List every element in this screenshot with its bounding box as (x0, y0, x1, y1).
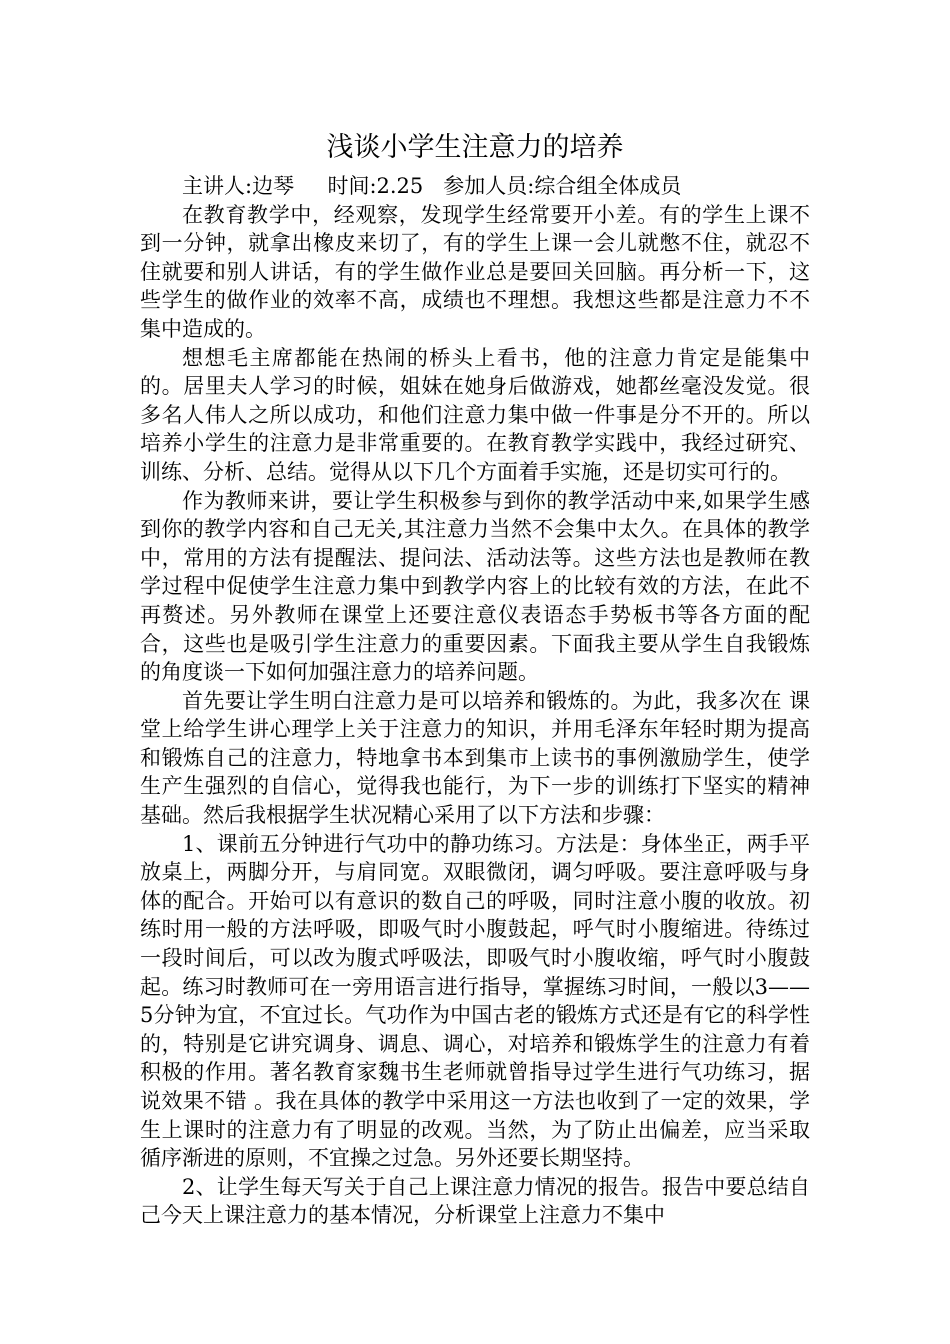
document-title: 浅谈小学生注意力的培养 (326, 132, 624, 163)
document-page (140, 130, 810, 1230)
paragraph-methods-intro: 首先要让学生明白注意力是可以培养和锻炼的。为此，我多次在 课堂上给学生讲心理学上关于注意力的知识，并用毛泽东年轻时期为提高和锻炼自己的注意力，特地拿书本到集市上读书的事例激励学生，使学生产生强烈的自信心，觉得我也能行，为下一步的训练打下坚实的精神基础。然后我根据学生状况精心采用了以下方法和步骤： (140, 688, 810, 828)
paragraph-intro: 在教育教学中，经观察，发现学生经常要开小差。有的学生上课不到一分钟，就拿出橡皮来切了，有的学生上课一会儿就憋不住，就忍不住就要和别人讲话，有的学生做作业总是要回关回脑。再分析一下，这些学生的做作业的效率不高，成绩也不理想。我想这些都是注意力不不集中造成的。 (140, 202, 810, 341)
paragraph-examples: 想想毛主席都能在热闹的桥头上看书，他的注意力肯定是能集中的。居里夫人学习的时候，姐妹在她身后做游戏，她都丝毫没发觉。很多名人伟人之所以成功，和他们注意力集中做一件事是分不开的。所以培养小学生的注意力是非常重要的。在教育教学实践中，我经过研究、训练、分析、总结。觉得从以下几个方面着手实施，还是切实可行的。 (140, 345, 810, 484)
paragraph-method-1: 1、课前五分钟进行气功中的静功练习。方法是：身体坐正，两手平放桌上，两脚分开，与肩同宽。双眼微闭，调匀呼吸。要注意呼吸与身体的配合。开始可以有意识的数自己的呼吸，同时注意小腹的收放。初练时用一般的方法呼吸，即吸气时小腹鼓起，呼气时小腹缩进。待练过一段时间后，可以改为腹式呼吸法，即吸气时小腹收缩，呼气时小腹鼓起。练习时教师可在一旁用语言进行指导，掌握练习时间，一般以3——5分钟为宜，不宜过长。气功作为中国古老的锻炼方式还是有它的科学性的，特别是它讲究调身、调息、调心，对培养和锻炼学生的注意力有着积极的作用。著名教育家魏书生老师就曾指导过学生进行气功练习，据说效果不错 。我在具体的教学中采用这一方法也收到了一定的效果，学生上课时的注意力有了明显的改观。当然，为了防止出偏差，应当采取循序渐进的原则，不宜操之过急。另外还要长期坚持。 (140, 831, 810, 1171)
paragraph-method-2: 2、让学生每天写关于自己上课注意力情况的报告。报告中要总结自己今天上课注意力的基本情况，分析课堂上注意力不集中 (140, 1174, 810, 1228)
meeting-info-line: 主讲人:边琴 时间:2.25 参加人员:综合组全体成员 (182, 174, 682, 198)
paragraph-teacher-role: 作为教师来讲，要让学生积极参与到你的教学活动中来,如果学生感到你的教学内容和自己无关,其注意力当然不会集中太久。在具体的教学中，常用的方法有提醒法、提问法、活动法等。这些方法也是教师在教学过程中促使学生注意力集中到教学内容上的比较有效的方法，在此不再赘述。另外教师在课堂上还要注意仪表语态手势板书等各方面的配合，这些也是吸引学生注意力的重要因素。下面我主要从学生自我锻炼的角度谈一下如何加强注意力的培养问题。 (140, 488, 810, 685)
